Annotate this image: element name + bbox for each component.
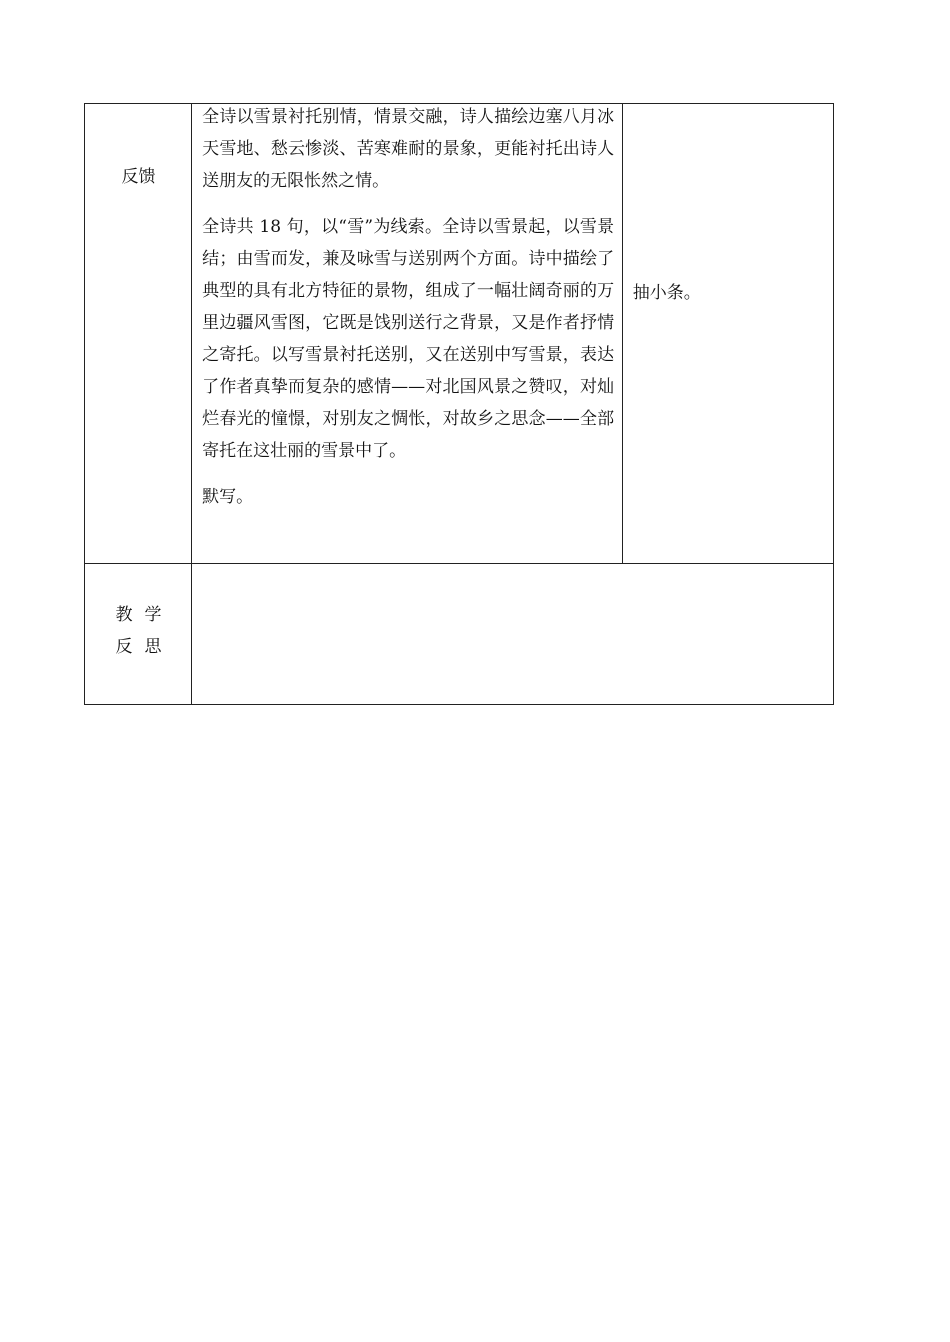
- feedback-label: 反馈: [121, 167, 156, 187]
- feedback-side-cell: [622, 104, 833, 564]
- side-note: 抽小条。: [632, 283, 701, 303]
- feedback-label-cell: [85, 104, 192, 564]
- feedback-paragraph-2: 全诗共 18 句，以“雪”为线索。全诗以雪景起，以雪景结；由雪而发，兼及咏雪与送别两个方面。诗中描绘了典型的具有北方特征的景物，组成了一幅壮阔奇丽的万里边疆风雪图，它既是饯别送行之背景，又是作者抒情之寄托。以写雪景衬托送别，又在送别中写雪景，表达了作者真挚而复杂的感情——对北国风景之赞叹，对灿烂春光的憧憬，对别友之惆怅，对故乡之思念——全部寄托在这壮丽的雪景中了。: [202, 217, 615, 461]
- reflection-label-line2: 反思: [115, 637, 174, 657]
- reflection-content-cell[interactable]: [192, 564, 834, 705]
- feedback-paragraph-1: 全诗以雪景衬托别情，情景交融，诗人描绘边塞八月冰天雪地、愁云惨淡、苦寒难耐的景象，更能衬托出诗人送朋友的无限怅然之情。: [202, 107, 615, 191]
- reflection-row: [85, 564, 834, 705]
- feedback-content: [202, 101, 614, 527]
- feedback-paragraph-3: 默写。: [202, 487, 254, 507]
- reflection-label-cell: [85, 564, 192, 705]
- reflection-label-line1: 教学: [115, 605, 174, 625]
- feedback-row: [85, 104, 834, 564]
- lesson-plan-table: [84, 103, 834, 705]
- feedback-content-cell: [192, 104, 623, 564]
